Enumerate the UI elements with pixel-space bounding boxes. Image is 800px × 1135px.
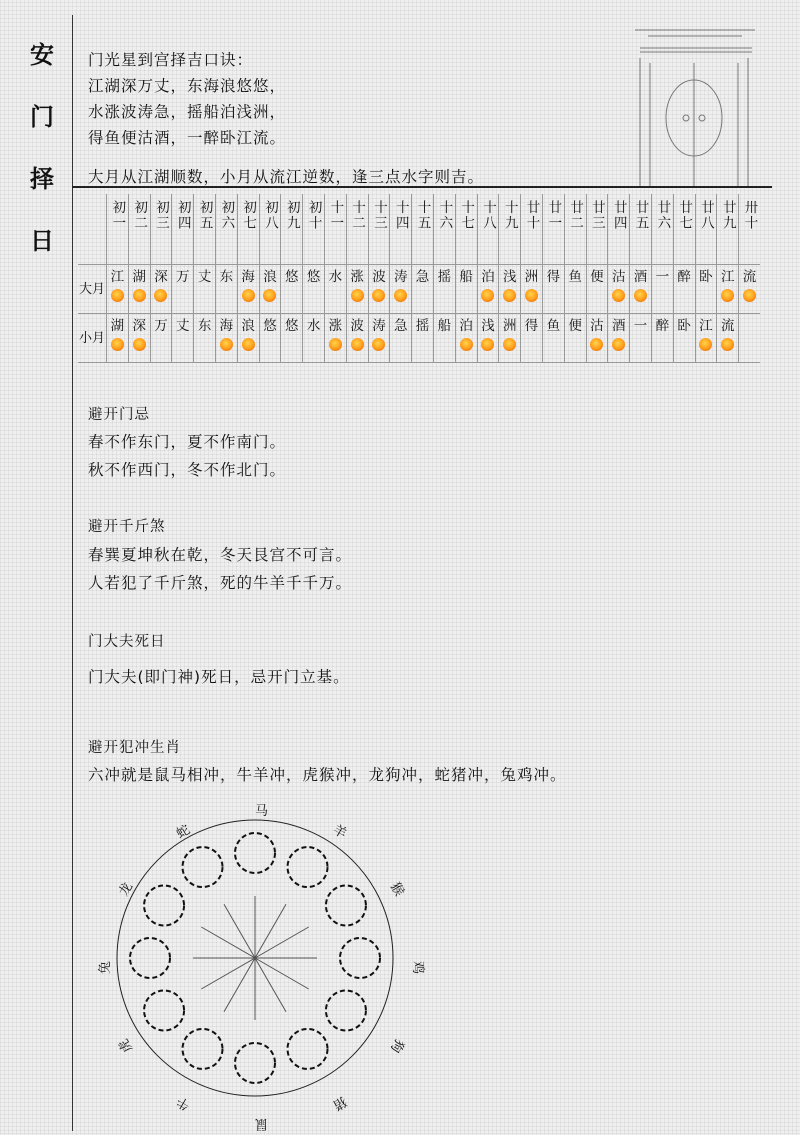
cell-char: 丈 — [197, 269, 212, 285]
day-label: 十五 — [414, 200, 431, 231]
day-label: 十七 — [458, 200, 475, 231]
section-line: 人若犯了千斤煞，死的牛羊千千万。 — [88, 574, 353, 592]
cell-char: 东 — [219, 269, 234, 285]
cell-char: 便 — [568, 318, 582, 334]
section-heading: 避开千斤煞 — [88, 519, 166, 535]
day-label: 初三 — [152, 200, 169, 231]
zodiac-label: 马 — [255, 804, 269, 819]
cell-char: 摇 — [437, 269, 452, 285]
poem-rule: 大月从江湖顺数，小月从流江逆数，逢三点水字则吉。 — [88, 168, 485, 186]
zodiac-animal-icon — [340, 938, 380, 978]
day-label: 廿八 — [697, 200, 714, 231]
cell-char: 丈 — [176, 318, 190, 334]
zodiac-animal-icon — [288, 1029, 328, 1069]
cell-char: 悠 — [263, 318, 277, 334]
zodiac-animal-icon — [183, 1029, 223, 1069]
day-label: 初六 — [218, 200, 235, 231]
cell-char: 流 — [720, 318, 735, 334]
section-line: 门大夫(即门神)死日，忌开门立基。 — [88, 668, 350, 686]
cell-char: 得 — [524, 318, 539, 334]
spoke-line — [255, 927, 309, 958]
cell-char: 泊 — [459, 318, 473, 334]
poem-heading: 门光星到宫择吉口诀： — [88, 51, 254, 69]
cell-char: 鱼 — [568, 269, 582, 285]
zodiac-animal-icon — [326, 991, 366, 1031]
cell-char: 醉 — [655, 318, 670, 334]
cell-char: 万 — [176, 269, 190, 285]
section-line: 春不作东门，夏不作南门。 — [88, 433, 287, 451]
zodiac-label: 龙 — [116, 880, 137, 899]
cell-char: 洲 — [524, 269, 539, 285]
cell-char: 万 — [154, 318, 168, 334]
cell-char: 一 — [655, 269, 670, 285]
cell-char: 涨 — [350, 269, 364, 285]
cell-char: 涛 — [394, 269, 408, 285]
cell-char: 流 — [742, 269, 757, 285]
zodiac-label: 鸡 — [410, 960, 426, 975]
spoke-line — [224, 958, 255, 1012]
day-label: 廿三 — [588, 200, 605, 231]
zodiac-label: 鼠 — [255, 1116, 269, 1131]
zodiac-animal-icon — [288, 847, 328, 887]
spoke-line — [224, 904, 255, 958]
title-char: 择 — [30, 165, 54, 193]
cell-char: 东 — [197, 318, 212, 334]
cell-char: 深 — [154, 269, 168, 285]
cell-char: 酒 — [611, 318, 626, 334]
cell-char: 一 — [633, 318, 648, 334]
cell-char: 鱼 — [546, 318, 561, 334]
title-char: 门 — [30, 103, 54, 131]
zodiac-label: 猪 — [330, 1092, 349, 1113]
cell-char: 急 — [415, 269, 430, 285]
cell-char: 泊 — [481, 269, 495, 285]
cell-char: 得 — [546, 269, 561, 285]
cell-char: 深 — [132, 318, 146, 334]
zodiac-label: 狗 — [386, 1036, 407, 1055]
section-heading: 避开犯冲生肖 — [88, 740, 181, 756]
section-heading: 门大夫死日 — [88, 634, 166, 650]
day-label: 十二 — [349, 200, 366, 231]
day-label: 十八 — [479, 200, 496, 231]
cell-char: 水 — [306, 318, 321, 334]
cell-char: 酒 — [633, 269, 648, 285]
small-month-label: 小月 — [78, 314, 107, 363]
day-label: 初一 — [109, 200, 126, 231]
cell-char: 卧 — [677, 318, 691, 334]
cell-char: 涨 — [328, 318, 343, 334]
zodiac-label: 蛇 — [174, 822, 193, 843]
day-label: 十三 — [370, 200, 387, 231]
cell-char: 波 — [350, 318, 364, 334]
zodiac-label: 猴 — [386, 880, 407, 899]
day-label: 廿二 — [567, 200, 584, 231]
zodiac-animal-icon — [326, 886, 366, 926]
cell-char: 浪 — [241, 318, 255, 334]
title-char: 日 — [30, 227, 54, 255]
cell-char: 浪 — [263, 269, 277, 285]
day-label: 十四 — [392, 200, 409, 231]
day-label: 初九 — [283, 200, 300, 231]
day-label: 初八 — [261, 200, 278, 231]
section-heading: 避开门忌 — [88, 407, 150, 423]
day-label: 廿七 — [676, 200, 693, 231]
day-label: 廿五 — [632, 200, 649, 231]
day-label: 初五 — [196, 200, 213, 231]
poem-line: 江湖深万丈，东海浪悠悠， — [88, 77, 287, 95]
cell-char: 浅 — [502, 269, 517, 285]
cell-char: 悠 — [285, 318, 299, 334]
cell-char: 悠 — [285, 269, 299, 285]
big-month-label: 大月 — [78, 265, 107, 314]
cell-char: 湖 — [110, 318, 125, 334]
cell-char: 江 — [699, 318, 713, 334]
cell-char: 沽 — [590, 318, 604, 334]
day-label: 初七 — [240, 200, 257, 231]
cell-char: 江 — [720, 269, 735, 285]
day-label: 廿四 — [610, 200, 627, 231]
cell-char: 海 — [241, 269, 255, 285]
section-line: 秋不作西门，冬不作北门。 — [88, 461, 287, 479]
day-label: 初四 — [174, 200, 191, 231]
cell-char: 海 — [219, 318, 234, 334]
section-line: 六冲就是鼠马相冲，牛羊冲，虎猴冲，龙狗冲，蛇猪冲，兔鸡冲。 — [88, 766, 567, 784]
zodiac-animal-icon — [130, 938, 170, 978]
day-label: 初十 — [305, 200, 322, 231]
cell-char: 涛 — [372, 318, 386, 334]
zodiac-animal-icon — [235, 1043, 275, 1083]
cell-char: 船 — [459, 269, 473, 285]
cell-char: 浅 — [481, 318, 495, 334]
day-label: 廿一 — [545, 200, 562, 231]
zodiac-label: 兔 — [98, 960, 114, 975]
day-label: 廿九 — [719, 200, 736, 231]
poem-line: 水涨波涛急，摇船泊浅洲， — [88, 103, 287, 121]
section-line: 春巽夏坤秋在乾，冬天艮宫不可言。 — [88, 546, 353, 564]
cell-char: 波 — [372, 269, 386, 285]
title-char: 安 — [30, 41, 54, 69]
poem-line: 得鱼便沽酒，一醉卧江流。 — [88, 129, 287, 147]
zodiac-label: 虎 — [116, 1036, 137, 1055]
spoke-line — [255, 958, 286, 1012]
spoke-line — [201, 958, 255, 989]
day-label: 十一 — [327, 200, 344, 231]
spoke-line — [255, 904, 286, 958]
zodiac-label: 牛 — [174, 1092, 193, 1113]
spoke-line — [255, 958, 309, 989]
cell-char: 急 — [394, 318, 408, 334]
day-label: 初二 — [131, 200, 148, 231]
day-label: 廿六 — [654, 200, 671, 231]
day-label: 廿十 — [523, 200, 540, 231]
day-label: 十六 — [436, 200, 453, 231]
zodiac-animal-icon — [144, 991, 184, 1031]
cell-char: 悠 — [306, 269, 321, 285]
cell-char: 便 — [590, 269, 604, 285]
zodiac-animal-icon — [183, 847, 223, 887]
spoke-line — [201, 927, 255, 958]
day-label: 十九 — [501, 200, 518, 231]
cell-char: 摇 — [415, 318, 430, 334]
cell-char: 卧 — [699, 269, 713, 285]
zodiac-animal-icon — [235, 833, 275, 873]
cell-char: 沽 — [611, 269, 626, 285]
cell-char: 醉 — [677, 269, 691, 285]
zodiac-label: 羊 — [330, 822, 349, 843]
cell-char: 船 — [437, 318, 452, 334]
cell-char: 湖 — [132, 269, 146, 285]
cell-char: 洲 — [502, 318, 517, 334]
zodiac-animal-icon — [144, 886, 184, 926]
cell-char: 水 — [328, 269, 343, 285]
cell-char: 江 — [110, 269, 125, 285]
day-label: 卅十 — [741, 200, 758, 231]
